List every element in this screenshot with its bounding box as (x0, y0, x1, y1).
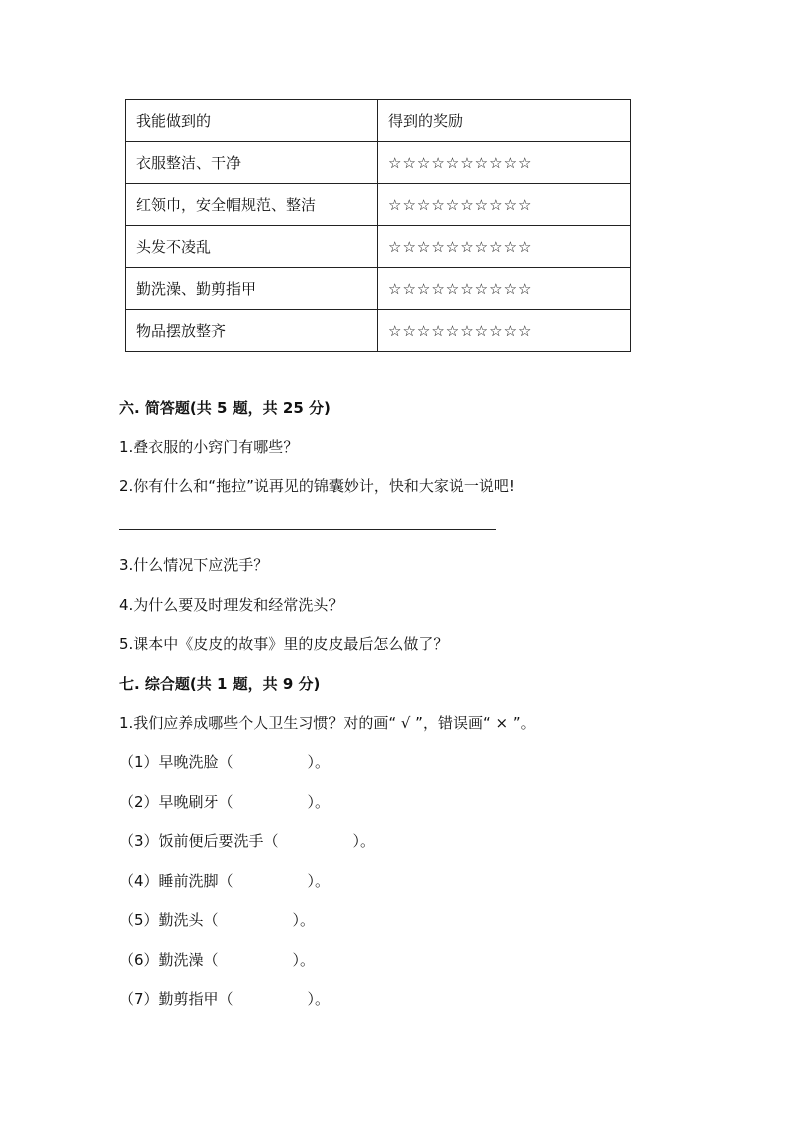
answer-line (119, 529, 496, 530)
habit-item-5 (119, 909, 315, 930)
habit-item-close: ）。 (307, 990, 331, 1008)
habit-item-label: （5）勤洗头（ (119, 911, 219, 929)
table-row (126, 142, 631, 184)
habit-item-label: （6）勤洗澡（ (119, 951, 219, 969)
row-item: 头发不凌乱 (126, 226, 378, 268)
row-item: 红领巾，安全帽规范、整洁 (126, 184, 378, 226)
habit-item-close: ）。 (307, 793, 331, 811)
habit-item-close: ）。 (292, 951, 316, 969)
table-row (126, 268, 631, 310)
section7-heading: 七. 综合题(共 1 题，共 9 分) (119, 675, 321, 693)
row-item: 物品摆放整齐 (126, 310, 378, 352)
table-row (126, 310, 631, 352)
table-row (126, 226, 631, 268)
row-stars: ☆☆☆☆☆☆☆☆☆☆ (378, 226, 631, 268)
row-item: 勤洗澡、勤剪指甲 (126, 268, 378, 310)
question-4: 4.为什么要及时理发和经常洗头？ (119, 596, 344, 614)
question-1: 1.叠衣服的小窍门有哪些？ (119, 438, 299, 456)
table-row (126, 184, 631, 226)
habit-item-close: ）。 (292, 911, 316, 929)
row-stars: ☆☆☆☆☆☆☆☆☆☆ (378, 142, 631, 184)
section6-heading: 六. 简答题(共 5 题，共 25 分) (119, 399, 331, 417)
habit-item-close: ）。 (307, 872, 331, 890)
section7-question-1: 1.我们应养成哪些个人卫生习惯？对的画“ √ ”，错误画“ × ”。 (119, 714, 536, 732)
habit-item-2 (119, 791, 330, 812)
habit-item-close: ）。 (352, 832, 376, 850)
habit-item-6 (119, 949, 315, 970)
habit-item-label: （2）早晚刷牙（ (119, 793, 234, 811)
habit-item-label: （1）早晚洗脸（ (119, 753, 234, 771)
header-cell-can-do: 我能做到的 (126, 100, 378, 142)
row-item: 衣服整洁、干净 (126, 142, 378, 184)
habit-item-label: （7）勤剪指甲（ (119, 990, 234, 1008)
table-header-row (126, 100, 631, 142)
habit-item-7 (119, 988, 330, 1009)
row-stars: ☆☆☆☆☆☆☆☆☆☆ (378, 268, 631, 310)
habit-item-close: ）。 (307, 753, 331, 771)
reward-table (125, 99, 631, 352)
question-5: 5.课本中《皮皮的故事》里的皮皮最后怎么做了？ (119, 635, 449, 653)
question-2: 2.你有什么和“拖拉”说再见的锦囊妙计，快和大家说一说吧! (119, 477, 515, 495)
header-cell-reward: 得到的奖励 (378, 100, 631, 142)
habit-item-1 (119, 751, 330, 772)
habit-item-4 (119, 870, 330, 891)
habit-item-3 (119, 830, 375, 851)
habit-item-label: （3）饭前便后要洗手（ (119, 832, 279, 850)
habit-item-label: （4）睡前洗脚（ (119, 872, 234, 890)
row-stars: ☆☆☆☆☆☆☆☆☆☆ (378, 310, 631, 352)
row-stars: ☆☆☆☆☆☆☆☆☆☆ (378, 184, 631, 226)
question-3: 3.什么情况下应洗手？ (119, 556, 269, 574)
